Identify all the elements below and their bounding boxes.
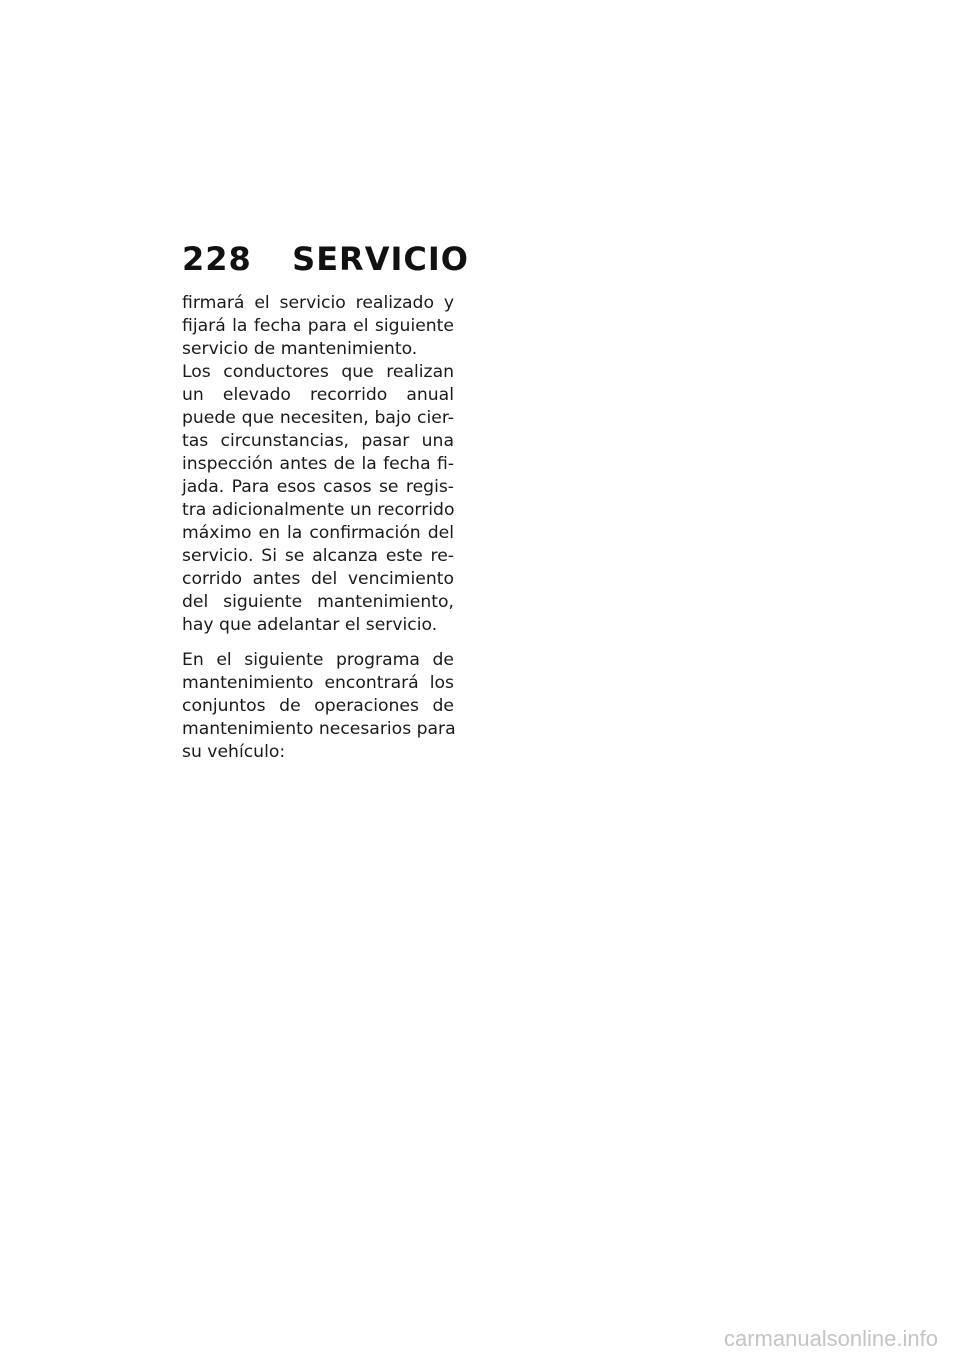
- text-line: servicio. Si se alcanza este re-: [182, 546, 454, 566]
- text-line: del siguiente mantenimiento,: [182, 592, 454, 612]
- text-line: tra adicionalmente un recorrido: [182, 500, 455, 520]
- text-line: hay que adelantar el servicio.: [182, 615, 438, 635]
- section-title: SERVICIO: [292, 240, 469, 278]
- text-line: firmará el servicio realizado y: [182, 293, 454, 313]
- page-number: 228: [182, 240, 252, 278]
- text-line: mantenimiento encontrará los: [182, 673, 454, 693]
- text-line: conjuntos de operaciones de: [182, 696, 454, 716]
- text-line: su vehículo:: [182, 742, 286, 762]
- text-line: máximo en la confirmación del: [182, 523, 454, 543]
- text-line: corrido antes del vencimiento: [182, 569, 454, 589]
- body-text-column: [182, 292, 454, 764]
- text-line: puede que necesiten, bajo cier-: [182, 408, 454, 428]
- site-watermark: carmanualsonline.info: [723, 1326, 938, 1351]
- text-line: tas circunstancias, pasar una: [182, 431, 454, 451]
- page-header: [182, 240, 469, 278]
- text-line: fijará la fecha para el siguiente: [182, 316, 454, 336]
- paragraph-spacer: [182, 637, 454, 649]
- text-line: servicio de mantenimiento.: [182, 339, 418, 359]
- text-line: mantenimiento necesarios para: [182, 719, 456, 739]
- text-line: inspección antes de la fecha fi-: [182, 454, 454, 474]
- paragraph-2: [182, 649, 454, 764]
- text-line: jada. Para esos casos se regis-: [182, 477, 454, 497]
- text-line: un elevado recorrido anual: [182, 385, 454, 405]
- text-line: Los conductores que realizan: [182, 362, 454, 382]
- text-line: En el siguiente programa de: [182, 650, 454, 670]
- paragraph-1: [182, 292, 454, 637]
